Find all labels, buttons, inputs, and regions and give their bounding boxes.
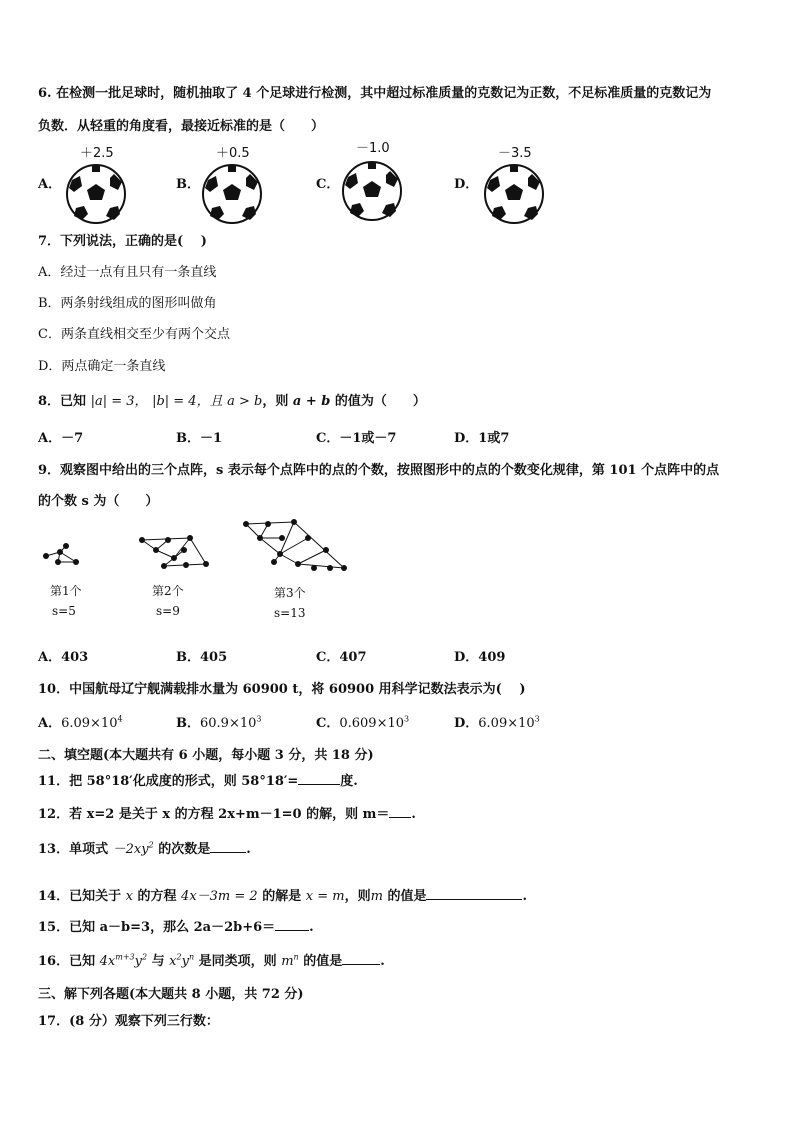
- q6-option-b-letter: B．: [176, 177, 200, 192]
- q6-line1: 6. 在检测一批足球时，随机抽取了 4 个足球进行检测，其中超过标准质量的克数记为正数，不足标准质量的克数记为: [38, 86, 712, 101]
- figure-2-count: s=9: [156, 604, 180, 618]
- dot-lattice-figure-1: [38, 540, 88, 570]
- q14: 14．已知关于 x 的方程 4x－3m = 2 的解是 x = m，则m 的值是 .: [38, 889, 528, 904]
- q17-stem: 17．(8 分）观察下列三行数：: [38, 1014, 219, 1029]
- figure-3-caption: 第3个: [274, 586, 306, 600]
- q11: 11．把 58°18′化成度的形式，则 58°18′= 度.: [38, 774, 358, 789]
- q10-option-b: B．$60.9\times 10^3$: [176, 714, 262, 731]
- q16: 16．已知 $4x^{m+3}y^2$ 与 $x^2y^n$ 是同类项，则 $m^n$ 的值是 .: [38, 952, 385, 969]
- q7-option-c: C．两条直线相交至少有两个交点: [38, 327, 230, 342]
- q8-option-d: D．1或7: [454, 431, 510, 446]
- figure-1-count: s=5: [52, 604, 76, 618]
- q6-option-a-value: ＋2.5: [80, 146, 114, 161]
- q9-option-a: A．403: [38, 650, 89, 665]
- q6-option-d: [478, 146, 558, 240]
- figure-3-count: s=13: [274, 606, 306, 620]
- q13-answer-blank[interactable]: [210, 840, 246, 853]
- section-3-heading: 三、解下列各题(本大题共 8 小题，共 72 分): [38, 987, 304, 1002]
- q6-line2: 负数．从轻重的角度看，最接近标准的是（ ）: [38, 119, 325, 134]
- figure-1-caption: 第1个: [50, 584, 82, 598]
- q11-answer-blank[interactable]: [298, 772, 340, 785]
- soccer-ball-icon: [482, 162, 546, 226]
- q6-option-c-letter: C．: [316, 177, 340, 192]
- q10-option-a: A．$6.09\times 10^4$: [38, 714, 123, 731]
- q6-option-b-value: ＋0.5: [216, 146, 250, 161]
- q9-line1: 9．观察图中给出的三个点阵，s 表示每个点阵中的点的个数，按照图形中的点的个数变化规律，第 101 个点阵中的点: [38, 463, 720, 478]
- q15-answer-blank[interactable]: [275, 918, 309, 931]
- q7-option-d: D．两点确定一条直线: [38, 359, 166, 374]
- q7-option-b: B．两条射线组成的图形叫做角: [38, 296, 217, 311]
- q10-option-d: D．$6.09\times 10^3$: [454, 714, 540, 731]
- dot-lattice-figure-3: [238, 518, 350, 576]
- q6-option-c-value: －1.0: [356, 141, 390, 156]
- q6-option-a: [60, 146, 140, 240]
- q8-option-a: A．－7: [38, 431, 84, 446]
- q12-answer-blank[interactable]: [389, 805, 411, 818]
- figure-2-caption: 第2个: [152, 584, 184, 598]
- q6-option-d-value: －3.5: [498, 146, 532, 161]
- q13: 13．单项式 $-2xy^2$ 的次数是 .: [38, 840, 251, 857]
- q8-stem: 8．已知 |a| = 3， |b| = 4，且 a > b，则 a + b 的值为（ ）: [38, 394, 426, 409]
- q10-option-c: C．$0.609\times 10^3$: [316, 714, 410, 731]
- q12: 12．若 x=2 是关于 x 的方程 2x+m－1=0 的解，则 m＝ .: [38, 807, 416, 822]
- q8-option-b: B．－1: [176, 431, 223, 446]
- q10-stem: 10．中国航母辽宁舰满载排水量为 60900 t，将 60900 用科学记数法表示为( ): [38, 682, 526, 697]
- q6-option-b: [196, 146, 276, 240]
- dot-lattice-figure-2: [134, 530, 214, 574]
- q7-stem: 7．下列说法，正确的是( ): [38, 234, 207, 249]
- q9-line2: 的个数 s 为（ ）: [38, 494, 159, 509]
- q16-answer-blank[interactable]: [342, 952, 380, 965]
- q9-option-b: B．405: [176, 650, 228, 665]
- q7-option-a: A．经过一点有且只有一条直线: [38, 265, 217, 280]
- q14-answer-blank[interactable]: [426, 887, 522, 900]
- q8-option-c: C．－1或－7: [316, 431, 397, 446]
- soccer-ball-icon: [64, 162, 128, 226]
- q6-option-a-letter: A．: [38, 177, 62, 192]
- soccer-ball-icon: [200, 162, 264, 226]
- q6-option-d-letter: D．: [454, 177, 479, 192]
- q9-option-c: C．407: [316, 650, 367, 665]
- q6-option-c: [336, 141, 416, 235]
- section-2-heading: 二、填空题(本大题共有 6 小题，每小题 3 分，共 18 分): [38, 748, 374, 763]
- soccer-ball-icon: [340, 159, 404, 223]
- q15: 15．已知 a－b=3，那么 2a－2b+6＝ .: [38, 920, 314, 935]
- q9-option-d: D．409: [454, 650, 506, 665]
